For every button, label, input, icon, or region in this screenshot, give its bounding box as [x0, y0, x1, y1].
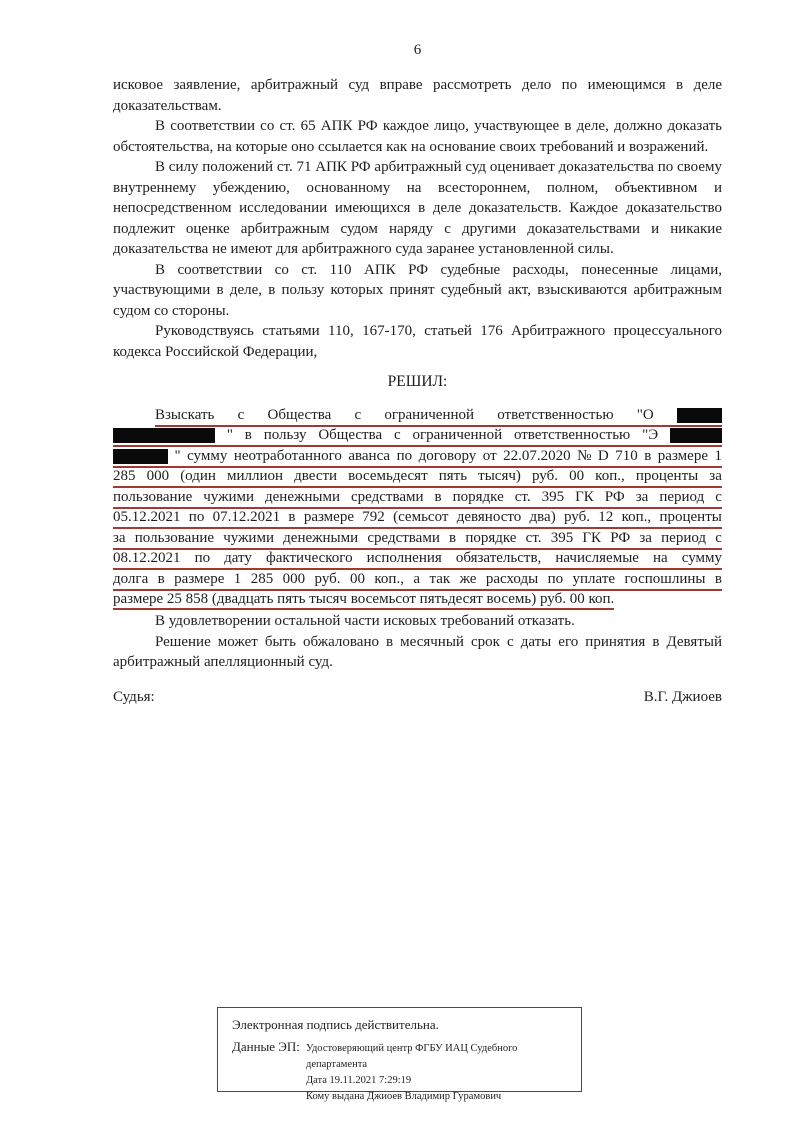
operative-part — [113, 406, 722, 611]
paragraph: В силу положений ст. 71 АПК РФ арбитражный суд оценивает доказательства по своему внутреннему убеждению, основанному на всестороннем, полном, объективном и непосредственном исследовании имеющихся в деле доказательств. Каждое доказательство подлежит оценке арбитражным судом наряду с другими доказательствами и никакие доказательства не имеют для арбитражного суда заранее установленной силы. — [113, 159, 722, 257]
stamp-detail-line: Кому выдана Джиоев Владимир Гурамович — [306, 1091, 502, 1102]
paragraph: исковое заявление, арбитражный суд вправе рассмотреть дело по имеющимся в деле доказательствам. — [113, 77, 722, 114]
judge-name: В.Г. Джиоев — [643, 688, 722, 705]
redaction-box — [670, 428, 722, 443]
redaction-box — [113, 428, 215, 443]
stamp-data-row — [232, 1039, 573, 1105]
stamp-details — [306, 1039, 551, 1105]
operative-line: пользование чужими денежными средствами в порядке ст. 395 ГК РФ за период с — [113, 488, 722, 509]
operative-line: " в пользу Общества с ограниченной ответственностью "Э — [113, 427, 722, 448]
operative-line: " сумму неотработанного аванса по договору от 22.07.2020 № D 710 в размере 1 — [113, 447, 722, 468]
operative-line: 05.12.2021 по 07.12.2021 в размере 792 (семьсот девяносто два) руб. 12 коп., проценты — [113, 509, 722, 530]
operative-line: Взыскать с Общества с ограниченной ответственностью "О — [113, 406, 722, 427]
paragraph: В соответствии со ст. 110 АПК РФ судебные расходы, понесенные лицами, участвующими в деле, в пользу которых принят судебный акт, взыскиваются арбитражным судом со стороны. — [113, 261, 722, 319]
stamp-validity-text: Электронная подпись действительна. — [232, 1017, 439, 1032]
page-number: 6 — [413, 42, 422, 58]
redaction-box — [677, 408, 722, 423]
paragraph: Решение может быть обжаловано в месячный срок с даты его принятия в Девятый арбитражный апелляционный суд. — [113, 633, 722, 670]
paragraph: В удовлетворении остальной части исковых требований отказать. — [155, 613, 575, 629]
post-paragraphs — [113, 611, 722, 673]
paragraph: Руководствуясь статьями 110, 167-170, статьей 176 Арбитражного процессуального кодекса Российской Федерации, — [113, 323, 722, 360]
stamp-data-label: Данные ЭП: — [232, 1039, 300, 1054]
operative-line: долга в размере 1 285 000 руб. 00 коп., а так же расходы по уплате госпошлины в — [113, 570, 722, 591]
redaction-box — [113, 449, 168, 464]
stamp-detail-line: Удостоверяющий центр ФГБУ ИАЦ Судебного департамента — [306, 1043, 518, 1070]
operative-line: за пользование чужими денежными средствами в порядке ст. 395 ГК РФ за период с — [113, 529, 722, 550]
page-content — [113, 40, 722, 706]
body-paragraphs — [113, 75, 722, 362]
paragraph: В соответствии со ст. 65 АПК РФ каждое лицо, участвующее в деле, должно доказать обстоятельства, на которые оно ссылается как на основание своих требований и возражений. — [113, 118, 722, 155]
judge-signature-row — [113, 689, 722, 706]
electronic-signature-stamp — [217, 1007, 582, 1102]
stamp-detail-line: Дата 19.11.2021 7:29:19 — [306, 1075, 412, 1086]
resolution-heading: РЕШИЛ: — [387, 373, 448, 390]
judge-label: Судья: — [113, 688, 155, 705]
operative-line: размере 25 858 (двадцать пять тысяч восемьсот пятьдесят восемь) руб. 00 коп. — [113, 591, 722, 612]
operative-line: 08.12.2021 по дату фактического исполнения обязательств, начисляемые на сумму — [113, 550, 722, 571]
operative-line: 285 000 (один миллион двести восемьдесят пять тысяч) руб. 00 коп., проценты за — [113, 468, 722, 489]
